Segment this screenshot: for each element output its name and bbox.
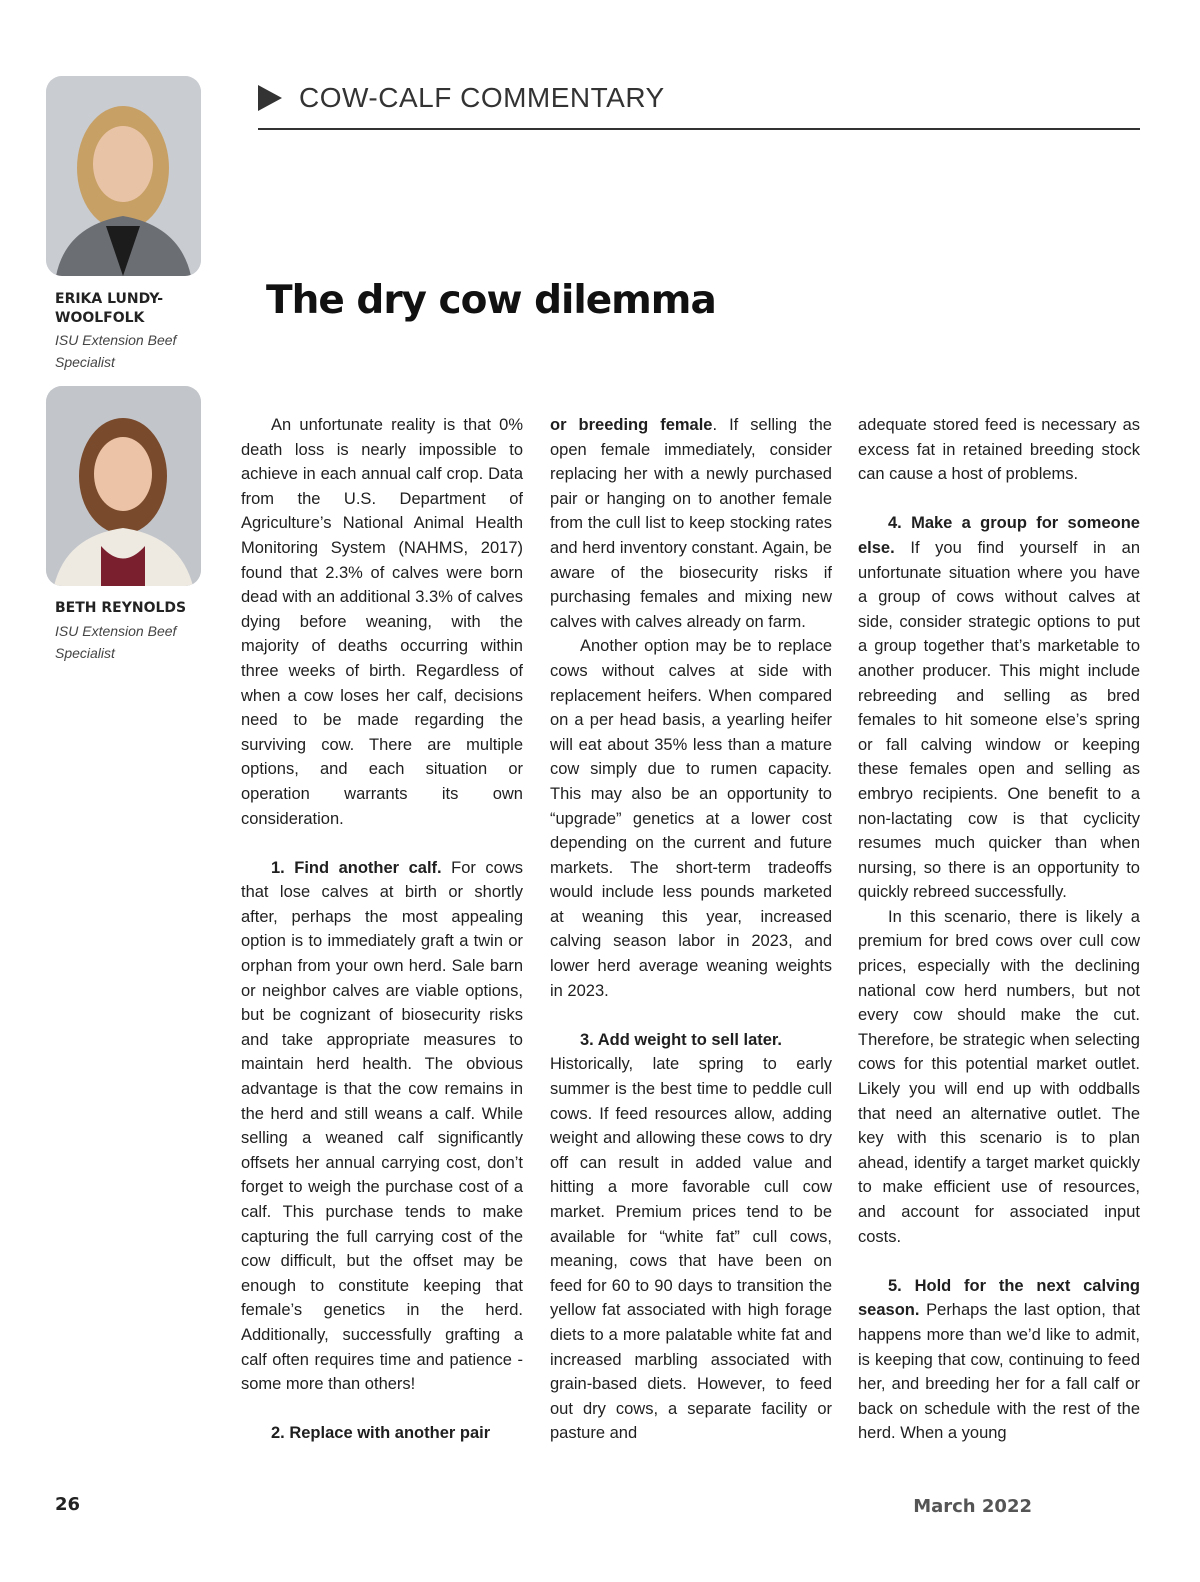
section-4-paragraph bbox=[858, 511, 1140, 905]
author-role-2: ISU Extension Beef Specialist bbox=[55, 623, 177, 661]
section-4-paragraph-b: In this scenario, there is likely a premium for bred cows over cull cow prices, especially with the declining national cow herd numbers, but not every cow should make the cut. Therefore, be strategic when selecting cows for this potential market outlet. Likely you will end up with oddballs that need an alternative outlet. The key with this scenario is to plan ahead, identify a target market quickly to make efficient use of resources, and account for associated input costs. bbox=[858, 907, 1140, 1246]
section-2-heading-start: 2. Replace with another pair bbox=[271, 1424, 491, 1443]
section-5-heading: 5. Hold for the next calving season. bbox=[858, 1276, 1140, 1320]
section-5-paragraph bbox=[858, 1274, 1140, 1446]
article-column-3 bbox=[858, 413, 1140, 1446]
article-title: The dry cow dilemma bbox=[266, 278, 716, 323]
portrait-icon bbox=[46, 76, 201, 276]
section-1-heading: 1. Find another calf. bbox=[271, 858, 442, 877]
section-2-paragraph bbox=[550, 413, 832, 634]
author-photo-erika bbox=[46, 76, 201, 276]
author-photo-beth bbox=[46, 386, 201, 586]
section-4-text: If you find yourself in an unfortunate situation where you have a group of cows without calves at side, consider strategic options to put a group together that’s marketable to another producer. This might include rebreeding and selling as bred females to hit someone else’s spring or fall calving window or keeping these females open and selling as embryo recipients. One benefit to a non-lactating cow is that cyclicity resumes much quicker than when nursing, so there is an opportunity to quickly rebreed successfully. bbox=[858, 538, 1140, 902]
author-name-1: ERIKA LUNDY-WOOLFOLK bbox=[55, 291, 164, 326]
section-2-text: . If selling the open female immediately, consider replacing her with a newly purchased pair or hanging on to another female from the cull list to keep stocking rates and herd inventory constant. Again, be aware of the biosecurity risks if purchasing females and mixing new calves with calves already on farm. bbox=[550, 416, 832, 631]
portrait-icon bbox=[46, 386, 201, 586]
section-1-text: For cows that lose calves at birth or shortly after, perhaps the most appealing option is to immediately graft a twin or orphan from your own herd. Sale barn or neighbor calves are viable options, but be cognizant of biosecurity risks and take appropriate measures to maintain herd health. The obvious advantage is that the cow remains in the herd and still weans a calf. While selling a weaned calf significantly offsets her annual carrying cost, don’t forget to weigh the purchase cost of a calf. This purchase tends to make capturing the full carrying cost of the cow difficult, but the offset may be enough to constitute keeping that female’s genetics in the herd. Additionally, successfully grafting a calf often requires time and patience - some more than others! bbox=[241, 858, 524, 1394]
section-label: COW-CALF COMMENTARY bbox=[299, 82, 665, 113]
section-5-text: Perhaps the last option, that happens more than we’d like to admit, is keeping that cow, continuing to feed her, and breeding her for a fall calf or back on schedule with the rest of the herd. When a young bbox=[858, 1301, 1140, 1443]
section-3-text-cont: adequate stored feed is necessary as excess fat in retained breeding stock can cause a host of problems. bbox=[858, 416, 1140, 484]
section-1-paragraph bbox=[241, 856, 523, 1397]
section-header bbox=[258, 80, 1140, 130]
section-2-heading-end: or breeding female bbox=[550, 416, 713, 434]
section-3-text: Historically, late spring to early summer is the best time to peddle cull cows. If feed resources allow, adding weight and allowing these cows to dry off can result in added value and hitting a more favorable cull cow market. Premium prices tend to be available for “white fat” cull cows, meaning, cows that have been on feed for 60 to 90 days to transition the yellow fat associated with high forage diets to a more palatable white fat and increased marbling associated with grain-based diets. However, to feed out dry cows, a separate facility or pasture and bbox=[550, 1055, 832, 1443]
author-name-2: BETH REYNOLDS bbox=[55, 600, 187, 616]
issue-date: March 2022 bbox=[913, 1496, 1032, 1517]
section-2-paragraph-b: Another option may be to replace cows without calves at side with replacement heifers. When compared on a per head basis, a yearling heifer will eat about 35% less than a mature cow simply due to rumen capacity. This may also be an opportunity to “upgrade” genetics at a lower cost depending on the current and future markets. The short-term tradeoffs would include less pounds marketed at weaning this year, increased calving season labor in 2023, and lower herd average weaning weights in 2023. bbox=[550, 637, 832, 1000]
page-number: 26 bbox=[55, 1494, 81, 1515]
intro-paragraph: An unfortunate reality is that 0% death loss is nearly impossible to achieve in each annual calf crop. Data from the U.S. Department of Agriculture’s National Animal Health Monitoring System (NAHMS, 2017) found that 2.3% of calves were born dead with an additional 3.3% of calves dying before weaning, with the majority of deaths occurring within three weeks of birth. Regardless of when a cow loses her calf, decisions need to be made regarding the surviving cow. There are multiple options, and each situation or operation warrants its own consideration. bbox=[241, 416, 523, 828]
triangle-right-icon bbox=[258, 85, 282, 111]
section-4-heading: 4. Make a group for someone else. bbox=[858, 514, 1140, 557]
author-role-1: ISU Extension Beef Specialist bbox=[55, 332, 177, 370]
article-column-2 bbox=[550, 413, 832, 1446]
section-3-heading: 3. Add weight to sell later. bbox=[580, 1030, 783, 1049]
article-column-1 bbox=[241, 413, 523, 1446]
